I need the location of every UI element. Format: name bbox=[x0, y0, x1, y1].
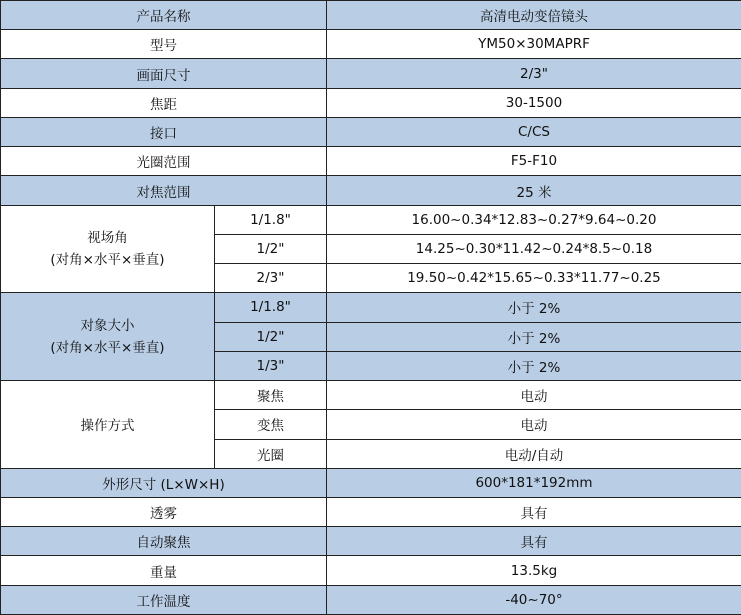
fov-size: 1/2" bbox=[215, 234, 327, 263]
fov-value: 16.00~0.34*12.83~0.27*9.64~0.20 bbox=[327, 205, 741, 234]
operation-name: 变焦 bbox=[215, 410, 327, 439]
operation-name: 聚焦 bbox=[215, 381, 327, 410]
label-mount: 接口 bbox=[1, 117, 327, 146]
label-operation: 操作方式 bbox=[1, 381, 215, 469]
label-focus-range: 对焦范围 bbox=[1, 176, 327, 205]
row-product-name bbox=[1, 1, 741, 30]
label-dimensions: 外形尺寸 (L×W×H) bbox=[1, 468, 327, 497]
row-model bbox=[1, 30, 741, 59]
object-size-value: 小于 2% bbox=[327, 293, 741, 322]
value-weight: 13.5kg bbox=[327, 556, 741, 585]
operation-value: 电动 bbox=[327, 410, 741, 439]
object-size-size: 1/1.8" bbox=[215, 293, 327, 322]
row-autofocus bbox=[1, 527, 741, 556]
value-aperture-range: F5-F10 bbox=[327, 147, 741, 176]
operation-value: 电动/自动 bbox=[327, 439, 741, 468]
label-focal-length: 焦距 bbox=[1, 88, 327, 117]
object-size-size: 1/2" bbox=[215, 322, 327, 351]
label-operating-temp: 工作温度 bbox=[1, 585, 327, 614]
value-defog: 具有 bbox=[327, 497, 741, 526]
operation-value: 电动 bbox=[327, 381, 741, 410]
row-object-size-1 bbox=[1, 293, 741, 322]
value-operating-temp: -40~70° bbox=[327, 585, 741, 614]
object-size-label-line2: (对角×水平×垂直) bbox=[50, 339, 165, 356]
label-field-of-view bbox=[1, 205, 215, 293]
row-focus-range bbox=[1, 176, 741, 205]
row-mount bbox=[1, 117, 741, 146]
label-weight: 重量 bbox=[1, 556, 327, 585]
fov-label-line1: 视场角 bbox=[87, 229, 128, 246]
row-operation-1 bbox=[1, 381, 741, 410]
value-dimensions: 600*181*192mm bbox=[327, 468, 741, 497]
row-image-size bbox=[1, 59, 741, 88]
value-image-size: 2/3" bbox=[327, 59, 741, 88]
row-operating-temp bbox=[1, 585, 741, 614]
value-model: YM50×30MAPRF bbox=[327, 30, 741, 59]
label-model: 型号 bbox=[1, 30, 327, 59]
fov-value: 19.50~0.42*15.65~0.33*11.77~0.25 bbox=[327, 264, 741, 293]
value-mount: C/CS bbox=[327, 117, 741, 146]
label-defog: 透雾 bbox=[1, 497, 327, 526]
fov-label-line2: (对角×水平×垂直) bbox=[50, 251, 165, 268]
label-image-size: 画面尺寸 bbox=[1, 59, 327, 88]
label-object-size bbox=[1, 293, 215, 381]
row-fov-1 bbox=[1, 205, 741, 234]
fov-size: 2/3" bbox=[215, 264, 327, 293]
value-focus-range: 25 米 bbox=[327, 176, 741, 205]
label-aperture-range: 光圈范围 bbox=[1, 147, 327, 176]
row-dimensions bbox=[1, 468, 741, 497]
value-autofocus: 具有 bbox=[327, 527, 741, 556]
label-product-name: 产品名称 bbox=[1, 1, 327, 30]
object-size-size: 1/3" bbox=[215, 351, 327, 380]
row-focal-length bbox=[1, 88, 741, 117]
operation-name: 光圈 bbox=[215, 439, 327, 468]
value-product-name: 高清电动变倍镜头 bbox=[327, 1, 741, 30]
label-autofocus: 自动聚焦 bbox=[1, 527, 327, 556]
row-weight bbox=[1, 556, 741, 585]
row-defog bbox=[1, 497, 741, 526]
value-focal-length: 30-1500 bbox=[327, 88, 741, 117]
fov-size: 1/1.8" bbox=[215, 205, 327, 234]
object-size-value: 小于 2% bbox=[327, 351, 741, 380]
object-size-label-line1: 对象大小 bbox=[80, 317, 135, 334]
object-size-value: 小于 2% bbox=[327, 322, 741, 351]
row-aperture-range bbox=[1, 147, 741, 176]
fov-value: 14.25~0.30*11.42~0.24*8.5~0.18 bbox=[327, 234, 741, 263]
